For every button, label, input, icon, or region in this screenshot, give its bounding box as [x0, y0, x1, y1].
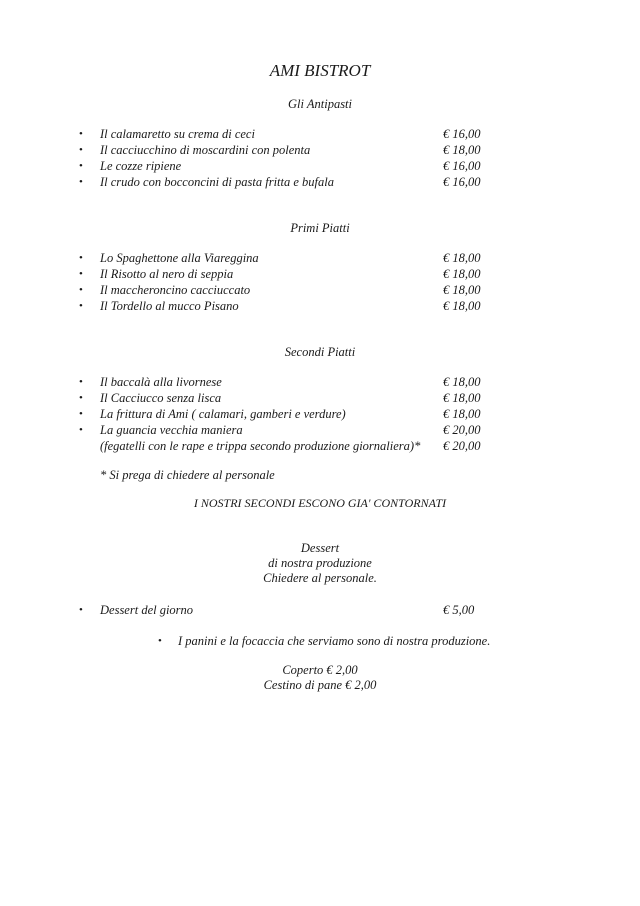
item-price: € 16,00: [443, 159, 481, 173]
section-title-primi: Primi Piatti: [290, 221, 350, 235]
item-price: € 5,00: [443, 603, 475, 617]
menu-item: [0, 158, 640, 174]
bullet-icon: •: [158, 635, 162, 647]
bullet-icon: •: [79, 144, 83, 156]
dessert-line1: di nostra produzione: [268, 556, 372, 570]
item-name: (fegatelli con le rape e trippa secondo produzione giornaliera)*: [100, 439, 421, 453]
menu-title: AMI BISTROT: [269, 61, 371, 80]
menu-item: [0, 126, 640, 142]
bullet-icon: •: [79, 128, 83, 140]
item-price: € 18,00: [443, 299, 481, 313]
item-price: € 16,00: [443, 127, 481, 141]
bullet-icon: •: [79, 376, 83, 388]
item-name: Il Tordello al mucco Pisano: [100, 299, 239, 313]
primi-list: [0, 250, 640, 314]
item-price: € 20,00: [443, 439, 481, 453]
coperto: Coperto € 2,00: [282, 663, 358, 677]
bullet-icon: •: [79, 284, 83, 296]
menu-item: [0, 390, 640, 406]
menu-item: [0, 142, 640, 158]
item-name: La frittura di Ami ( calamari, gamberi e verdure): [100, 407, 346, 421]
bullet-icon: •: [79, 160, 83, 172]
item-name: Dessert del giorno: [100, 603, 194, 617]
item-name: Il cacciucchino di moscardini con polenta: [100, 143, 311, 157]
antipasti-list: [0, 126, 640, 190]
item-name: Le cozze ripiene: [100, 159, 182, 173]
item-price: € 16,00: [443, 175, 481, 189]
item-price: € 18,00: [443, 375, 481, 389]
item-name: Il Risotto al nero di seppia: [100, 267, 234, 281]
item-price: € 18,00: [443, 391, 481, 405]
dessert-line2: Chiedere al personale.: [263, 571, 377, 585]
menu-item: [0, 374, 640, 390]
bullet-icon: •: [79, 604, 83, 616]
bread-note: I panini e la focaccia che serviamo sono di nostra produzione.: [178, 634, 491, 648]
item-price: € 18,00: [443, 407, 481, 421]
item-name: Il Cacciucco senza lisca: [100, 391, 222, 405]
bullet-icon: •: [79, 424, 83, 436]
item-price: € 18,00: [443, 143, 481, 157]
menu-item: [0, 174, 640, 190]
menu-item-extra: [0, 438, 640, 454]
contorni-notice: I NOSTRI SECONDI ESCONO GIA' CONTORNATI: [193, 496, 447, 510]
section-title-antipasti: Gli Antipasti: [287, 97, 352, 111]
bullet-icon: •: [79, 252, 83, 264]
bullet-icon: •: [79, 392, 83, 404]
menu-item: [0, 422, 640, 438]
menu-item: [0, 602, 640, 618]
dessert-title: Dessert: [300, 541, 340, 555]
dessert-list: [0, 602, 640, 618]
cestino-pane: Cestino di pane € 2,00: [263, 678, 377, 692]
item-name: Il calamaretto su crema di ceci: [100, 127, 255, 141]
menu-item: [0, 250, 640, 266]
item-name: Il baccalà alla livornese: [100, 375, 222, 389]
menu-item: [0, 266, 640, 282]
item-price: € 18,00: [443, 251, 481, 265]
item-price: € 18,00: [443, 283, 481, 297]
section-title-secondi: Secondi Piatti: [284, 345, 356, 359]
secondi-list: [0, 374, 640, 454]
menu-item: [0, 282, 640, 298]
bullet-icon: •: [79, 300, 83, 312]
footnote: * Si prega di chiedere al personale: [100, 468, 275, 482]
item-name: La guancia vecchia maniera: [100, 423, 243, 437]
item-price: € 18,00: [443, 267, 481, 281]
item-price: € 20,00: [443, 423, 481, 437]
bullet-icon: •: [79, 408, 83, 420]
item-name: Lo Spaghettone alla Viareggina: [100, 251, 259, 265]
bullet-icon: •: [79, 176, 83, 188]
menu-item: [0, 298, 640, 314]
bread-note-row: [0, 633, 640, 649]
menu-item: [0, 406, 640, 422]
item-name: Il crudo con bocconcini di pasta fritta e bufala: [100, 175, 334, 189]
bullet-icon: •: [79, 268, 83, 280]
item-name: Il maccheroncino cacciuccato: [100, 283, 251, 297]
